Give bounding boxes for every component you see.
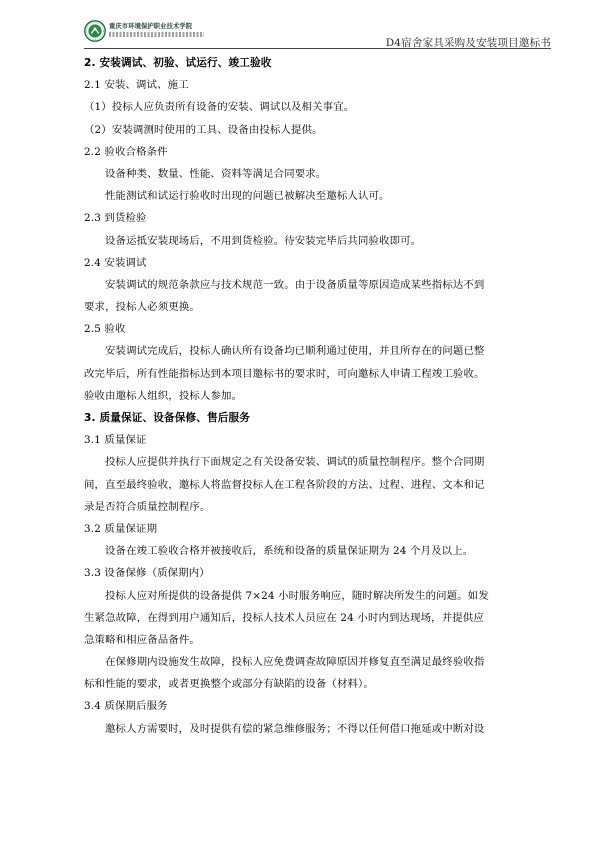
- paragraph-line: 2.5 验收: [84, 323, 126, 336]
- paragraph-line: 2.2 验收合格条件: [84, 145, 168, 158]
- header-divider: [84, 48, 551, 49]
- paragraph-line: （1）投标人应负责所有设备的安装、调试以及相关事宜。: [84, 101, 355, 114]
- paragraph-line: 投标人应对所提供的设备提供 7×24 小时服务响应，随时解决所发生的问题。如发: [105, 589, 489, 602]
- paragraph-line: 验收由邀标人组织，投标人参加。: [84, 389, 243, 402]
- paragraph-line: 设备在竣工验收合格并被接收后，系统和设备的质量保证期为 24 个月及以上。: [105, 545, 474, 558]
- paragraph-line: 生紧急故障，在得到用户通知后，投标人技术人员应在 24 小时内到达现场，并提供应: [84, 611, 484, 624]
- paragraph-line: 3.3 设备保修（质保期内）: [84, 567, 210, 580]
- paragraph-line: 性能测试和试运行验收时出现的问题已被解决至邀标人认可。: [105, 190, 390, 203]
- paragraph-line: （2）安装调测时使用的工具、设备由投标人提供。: [84, 123, 323, 136]
- paragraph-line: 2.4 安装调试: [84, 256, 147, 269]
- paragraph-line: 邀标人方需要时，及时提供有偿的紧急维修服务；不得以任何借口拖延或中断对设: [105, 722, 485, 735]
- paragraph-line: 3.1 质量保证: [84, 434, 147, 447]
- document-body: [84, 52, 554, 740]
- paragraph-line: 录是否符合质量控制程序。: [84, 500, 211, 513]
- section-heading: 3. 质量保证、设备保修、售后服务: [84, 412, 250, 424]
- school-logo-icon: [84, 20, 106, 42]
- paragraph-line: 急策略和相应备品备件。: [84, 633, 200, 646]
- section-heading: 2. 安装调试、初验、试运行、竣工验收: [84, 57, 272, 69]
- page-header: [84, 18, 551, 50]
- paragraph-line: 3.4 质保期后服务: [84, 700, 168, 713]
- paragraph-line: 安装调试完成后，投标人确认所有设备均已顺利通过使用，并且所存在的问题已整: [105, 345, 485, 358]
- paragraph-line: 改完毕后，所有性能指标达到本项目邀标书的要求时，可向邀标人申请工程竣工验收。: [84, 367, 485, 380]
- paragraph-line: 2.1 安装、调试、施工: [84, 79, 189, 92]
- paragraph-line: 投标人应提供并执行下面规定之有关设备安装、调试的质量控制程序。整个合同期: [105, 456, 485, 469]
- paragraph-line: 设备种类、数量、性能、资料等满足合同要求。: [105, 167, 327, 180]
- paragraph-line: 标和性能的要求，或者更换整个或部分有缺陷的设备（材料）。: [84, 678, 374, 691]
- paragraph-line: 安装调试的规范条款应与技术规范一致。由于设备质量等原因造成某些指标达不到: [105, 278, 485, 291]
- paragraph-line: 3.2 质量保证期: [84, 522, 158, 535]
- document-title: D4宿舍家具采购及安装项目邀标书: [385, 37, 551, 49]
- org-name: 重庆市环境保护职业技术学院: [109, 23, 193, 30]
- org-name-english-strip: [109, 32, 204, 37]
- paragraph-line: 间，直至最终验收，邀标人将监督投标人在工程各阶段的方法、过程、进程、文本和记: [84, 478, 485, 491]
- paragraph-line: 要求，投标人必须更换。: [84, 301, 200, 314]
- paragraph-line: 2.3 到货检验: [84, 212, 147, 225]
- paragraph-line: 设备运抵安装现场后，不用到货检验。待安装完毕后共同验收即可。: [105, 234, 422, 247]
- paragraph-line: 在保修期内设施发生故障，投标人应免费调查故障原因并修复直至满足最终验收指: [105, 656, 485, 669]
